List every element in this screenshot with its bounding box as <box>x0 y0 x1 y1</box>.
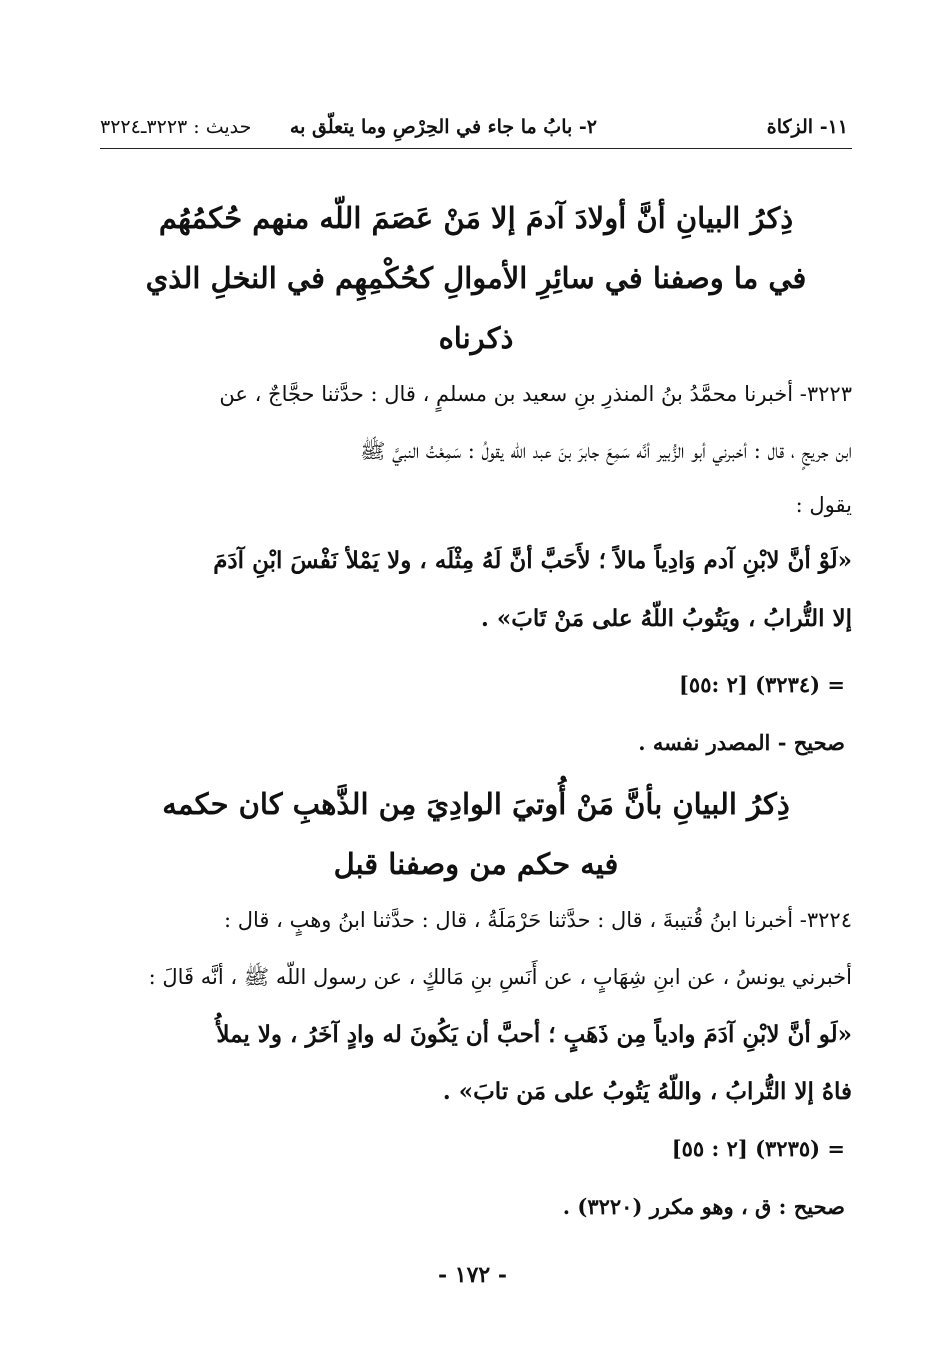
matn-line: «لَوْ أنَّ لابْنِ آدم وَادِياً مالاً ؛ لأَحَبَّ أنَّ لَهُ مِثْلَه ، ولا يَمْلأ نَفْسَ ابْنِ آدَمَ <box>213 547 852 574</box>
matn-line: إلا التُّرابُ ، ويَتُوبُ اللّهُ على مَنْ تَابَ» . <box>480 605 852 632</box>
heading-line: ذكرناه <box>438 321 514 355</box>
cross-reference: = (٣٢٣٥) [٢ : ٥٥] <box>671 1136 845 1161</box>
hadith-range: حديث : ٣٢٢٣ـ٣٢٢٤ <box>100 116 252 138</box>
matn-line: فاهُ إلا التُّرابُ ، واللّهُ يَتُوبُ على مَن تابَ» . <box>442 1078 852 1105</box>
isnad-line: ٣٢٢٤- أخبرنا ابنُ قُتيبةَ ، قال : حدَّثنا حَرْمَلَةُ ، قال : حدَّثنا ابنُ وهبٍ ، قال : <box>224 908 852 932</box>
matn-line: «لَو أنَّ لابْنِ آدَمَ وادياً مِن ذَهَبٍ ؛ أحبَّ أن يَكُونَ له وادٍ آخَرُ ، ولا يملأُ <box>216 1021 852 1048</box>
isnad-line: يقول : <box>795 493 852 517</box>
hadith-3224 <box>100 892 852 1120</box>
heading-line: فيه حكم من وصفنا قبل <box>333 847 619 881</box>
running-header <box>100 108 852 149</box>
page-number: - ١٧٢ - <box>437 1262 508 1288</box>
isnad-line: ٣٢٢٣- أخبرنا محمَّدُ بنُ المنذرِ بنِ سعيد بن مسلمٍ ، قال : حدَّثنا حجَّاجٌ ، عن <box>219 382 852 406</box>
hadith-grade: صحيح - المصدر نفسه . <box>638 730 845 755</box>
hadith-3223 <box>100 366 852 646</box>
isnad-line: ابن جريجٍ ، قال : أخبرني أبو الزُّبير أنَّه سَمِعَ جابرَ بنَ عبد اللّه يقولُ : سَمِعْتُ النبيَّ ﷺ <box>360 439 852 463</box>
hadith-grade: صحيح : ق ، وهو مكرر (٣٢٢٠) . <box>562 1194 845 1219</box>
heading-line: ذِكرُ البيانِ أنَّ أولادَ آدمَ إلا مَنْ عَصَمَ اللّه منهم حُكمُهُم <box>158 201 794 235</box>
chapter-heading-2 <box>100 774 852 894</box>
heading-line: في ما وصفنا في سائِرِ الأموالِ كحُكْمِهِم في النخلِ الذي <box>145 261 807 295</box>
heading-line: ذِكرُ البيانِ بأنَّ مَنْ أُوتيَ الوادِيَ مِن الذَّهبِ كان حكمه <box>162 787 790 821</box>
isnad-line: أخبرني يونسُ ، عن ابنِ شِهَابٍ ، عن أَنَسِ بنِ مَالكٍ ، عن رسول اللّه ﷺ ، أنَّه قَالَ : <box>148 965 852 989</box>
chapter-heading-1 <box>100 188 852 368</box>
chapter-title: ١١- الزكاة <box>766 116 848 138</box>
cross-reference: = (٣٢٣٤) [٢ :٥٥] <box>678 672 845 697</box>
section-title: ٢- بابُ ما جاء في الحِرْصِ وما يتعلّق به <box>289 116 597 138</box>
